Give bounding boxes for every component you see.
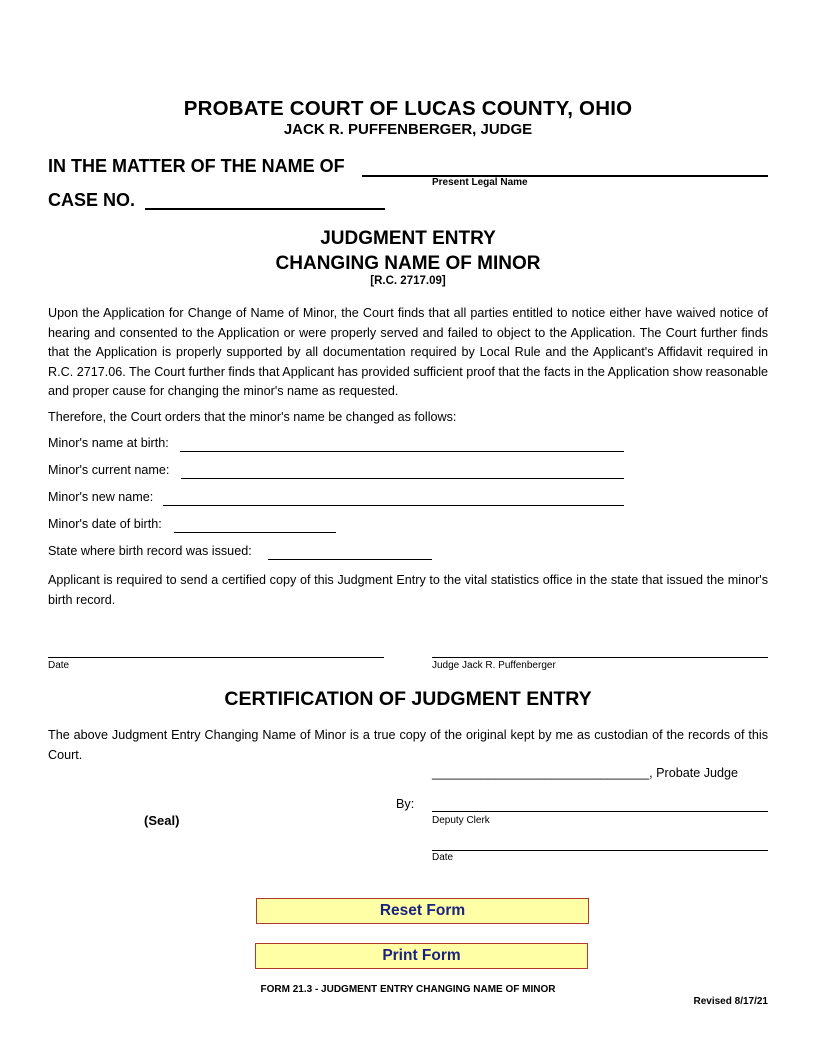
dob-field[interactable] (174, 532, 336, 533)
instruction-paragraph: Applicant is required to send a certified copy of this Judgment Entry to the vital statistics office in the state that issued the minor's birth record. (48, 573, 768, 607)
entry-date-line[interactable] (48, 657, 384, 658)
new-name-label: Minor's new name: (48, 490, 154, 504)
certification-date-caption: Date (432, 852, 454, 863)
judge-signature-line[interactable] (432, 657, 768, 658)
revised-date: Revised 8/17/21 (693, 996, 768, 1007)
entry-title: JUDGMENT ENTRY (320, 228, 496, 249)
matter-label: IN THE MATTER OF THE NAME OF (48, 156, 345, 176)
deputy-clerk-caption: Deputy Clerk (432, 815, 490, 826)
print-form-button[interactable]: Print Form (255, 943, 588, 969)
findings-paragraph: Upon the Application for Change of Name of Minor, the Court finds that all parties entitled to notice either have waived notice of hearing and consented to the Application or were properly served and failed to object to the Application. The Court further finds that the Application is properly supported by all documentation required by Local Rule and the Applicant's Affidavit required in R.C. 2717.06. The Court further finds that Applicant has provided sufficient proof that the facts in the Application show reasonable and proper cause for changing the minor's name as requested. (48, 306, 768, 398)
current-name-label: Minor's current name: (48, 463, 170, 477)
certification-date-line[interactable] (432, 850, 768, 851)
new-name-field[interactable] (163, 505, 624, 506)
judge-name: JACK R. PUFFENBERGER, JUDGE (283, 121, 533, 138)
birth-name-field[interactable] (180, 451, 624, 452)
probate-judge-line: _______________________________, Probate Judge (432, 766, 739, 780)
deputy-clerk-line[interactable] (432, 811, 768, 812)
entry-subtitle: CHANGING NAME OF MINOR (275, 253, 541, 274)
birth-name-label: Minor's name at birth: (48, 436, 169, 450)
certification-title: CERTIFICATION OF JUDGMENT ENTRY (224, 688, 592, 710)
case-no-label: CASE NO. (48, 190, 136, 210)
court-title: PROBATE COURT OF LUCAS COUNTY, OHIO (183, 97, 633, 120)
present-legal-name-caption: Present Legal Name (432, 177, 528, 188)
dob-label: Minor's date of birth: (48, 517, 162, 531)
by-label: By: (396, 797, 415, 811)
form-id: FORM 21.3 - JUDGMENT ENTRY CHANGING NAME OF MINOR (260, 984, 556, 995)
statute-reference: [R.C. 2717.09] (370, 275, 446, 287)
certification-text: The above Judgment Entry Changing Name of Minor is a true copy of the original kept by me as custodian of the records of this Court. (48, 728, 768, 762)
current-name-field[interactable] (181, 478, 624, 479)
order-statement: Therefore, the Court orders that the minor's name be changed as follows: (48, 410, 457, 424)
case-no-field[interactable] (145, 208, 385, 210)
judge-signature-caption: Judge Jack R. Puffenberger (432, 660, 556, 671)
present-legal-name-field[interactable] (362, 175, 768, 177)
entry-date-caption: Date (48, 660, 70, 671)
reset-form-button[interactable]: Reset Form (256, 898, 589, 924)
birth-state-label: State where birth record was issued: (48, 544, 252, 558)
birth-state-field[interactable] (268, 559, 432, 560)
seal-label: (Seal) (144, 813, 180, 828)
